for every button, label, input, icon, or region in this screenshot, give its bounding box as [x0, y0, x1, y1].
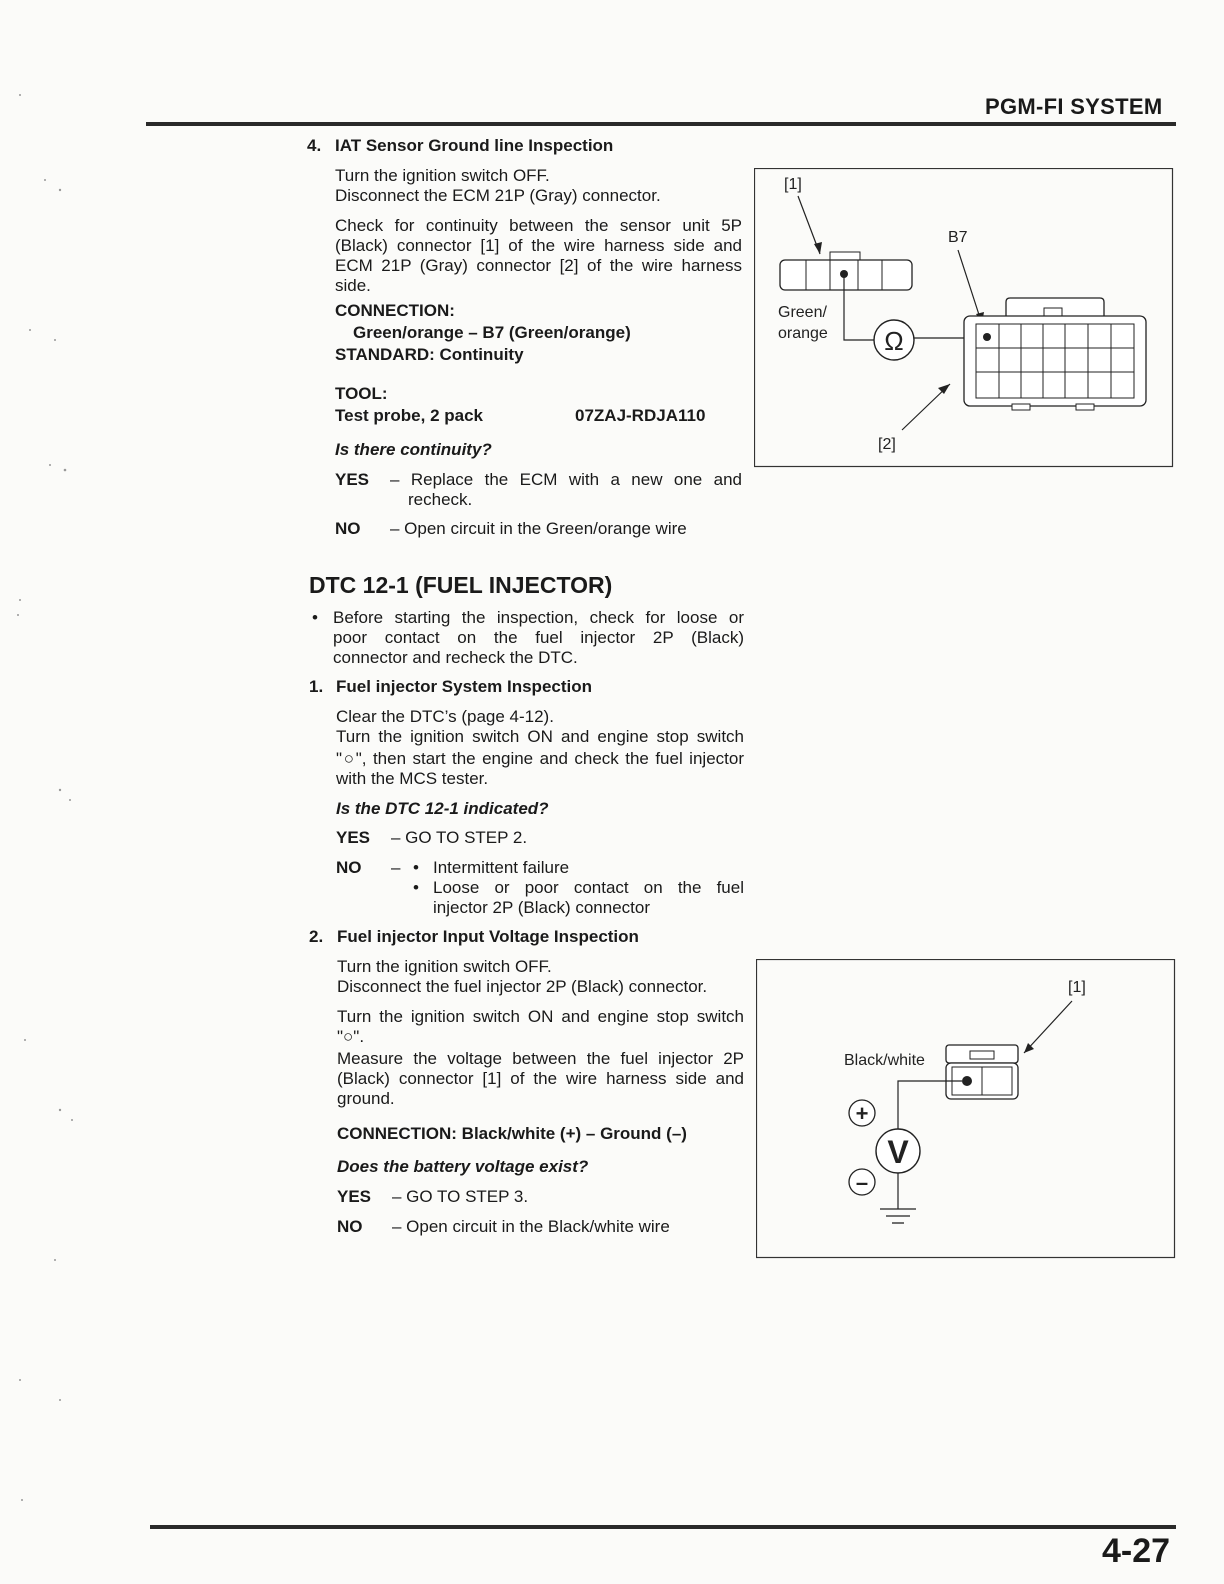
- ohm-symbol: Ω: [884, 326, 904, 356]
- continuity-diagram: [754, 168, 1174, 468]
- no-label: NO: [337, 1217, 363, 1236]
- ecm-21p-connector: [964, 298, 1146, 410]
- dtc-bullet-line: Before starting the inspection, check for loose or: [333, 608, 744, 627]
- diagram2-label-1: [1]: [1068, 979, 1086, 996]
- minus-symbol: –: [855, 1170, 869, 1195]
- yes-label: YES: [336, 828, 371, 847]
- yes-text: – GO TO STEP 3.: [392, 1187, 529, 1206]
- yes-text: – Replace the ECM with a new one and: [390, 470, 742, 489]
- step1-line: "○", then start the engine and check the fuel injector: [336, 749, 744, 768]
- step2-connection: CONNECTION: Black/white (+) – Ground (–): [337, 1124, 687, 1143]
- step1-line: with the MCS tester.: [336, 769, 489, 788]
- dtc-bullet-line: poor contact on the fuel injector 2P (Black): [333, 628, 744, 647]
- sensor-5p-connector: [780, 252, 912, 290]
- step4-para-line: side.: [335, 276, 371, 295]
- no-text: – Open circuit in the Black/white wire: [392, 1217, 670, 1236]
- step2-line1: Turn the ignition switch OFF.: [337, 957, 552, 976]
- scan-specks: [0, 0, 110, 1584]
- section-title: PGM-FI SYSTEM: [985, 94, 1163, 119]
- no-label: NO: [336, 858, 362, 877]
- volt-symbol: V: [887, 1134, 909, 1170]
- step2-question: Does the battery voltage exist?: [337, 1157, 589, 1176]
- step1-title: Fuel injector System Inspection: [336, 677, 593, 696]
- step4-para-line: (Black) connector [1] of the wire harness side and: [335, 236, 742, 255]
- dtc-bullet: •: [312, 608, 318, 627]
- plus-symbol: +: [855, 1101, 869, 1126]
- step4-standard: STANDARD: Continuity: [335, 345, 524, 364]
- step1-number: 1.: [309, 677, 324, 696]
- page-number: 4-27: [1102, 1532, 1171, 1570]
- no-dash: –: [391, 858, 401, 877]
- tool-label: TOOL:: [335, 384, 388, 403]
- yes-label: YES: [335, 470, 370, 489]
- step1-question: Is the DTC 12-1 indicated?: [336, 799, 549, 818]
- no-item-cont: injector 2P (Black) connector: [433, 898, 651, 917]
- injector-2p-connector: [946, 1045, 1018, 1099]
- footer-rule: [150, 1525, 1176, 1529]
- step4-title: IAT Sensor Ground line Inspection: [335, 136, 614, 155]
- diagram1-wire-label: orange: [778, 325, 828, 342]
- tool-code: 07ZAJ-RDJA110: [575, 406, 706, 425]
- step1-line: Clear the DTC’s (page 4-12).: [336, 707, 554, 726]
- step2-line3: Turn the ignition switch ON and engine stop switch: [337, 1007, 744, 1026]
- step4-para-line: Check for continuity between the sensor unit 5P: [335, 216, 742, 235]
- dtc-bullet-line: connector and recheck the DTC.: [333, 648, 578, 667]
- no-text: – Open circuit in the Green/orange wire: [390, 519, 687, 538]
- yes-text-cont: recheck.: [408, 490, 473, 509]
- dtc-heading: DTC 12-1 (FUEL INJECTOR): [309, 572, 613, 598]
- diagram1-label-b7: B7: [948, 229, 968, 246]
- step4-connection-label: CONNECTION:: [335, 301, 455, 320]
- no-item: Intermittent failure: [433, 858, 570, 877]
- diagram1-label-1: [1]: [784, 176, 802, 193]
- step2-line2: Disconnect the fuel injector 2P (Black) connector.: [337, 977, 708, 996]
- step4-connection-value: Green/orange – B7 (Green/orange): [353, 323, 631, 342]
- step1-line: Turn the ignition switch ON and engine stop switch: [336, 727, 744, 746]
- ground-icon: [880, 1209, 916, 1223]
- step4-number: 4.: [307, 136, 322, 155]
- diagram1-wire-label: Green/: [778, 304, 827, 321]
- step4-line2: Disconnect the ECM 21P (Gray) connector.: [335, 186, 661, 205]
- step2-number: 2.: [309, 927, 324, 946]
- no-item: Loose or poor contact on the fuel: [433, 878, 744, 897]
- step2-title: Fuel injector Input Voltage Inspection: [337, 927, 639, 946]
- step2-measure-line: Measure the voltage between the fuel injector 2P: [337, 1049, 744, 1068]
- yes-text: – GO TO STEP 2.: [391, 828, 528, 847]
- voltage-diagram: [756, 959, 1176, 1259]
- yes-label: YES: [337, 1187, 372, 1206]
- step4-para-line: ECM 21P (Gray) connector [2] of the wire harness: [335, 256, 742, 275]
- no-bullet: •: [413, 878, 419, 897]
- header-rule: [146, 122, 1176, 126]
- no-bullet: •: [413, 858, 419, 877]
- step2-line4: "○".: [337, 1027, 365, 1046]
- no-label: NO: [335, 519, 361, 538]
- step2-measure-line: ground.: [337, 1089, 395, 1108]
- step4-question: Is there continuity?: [335, 440, 492, 459]
- diagram2-wire-label: Black/white: [844, 1052, 925, 1069]
- step2-measure-line: (Black) connector [1] of the wire harness side and: [337, 1069, 744, 1088]
- tool-name: Test probe, 2 pack: [335, 406, 484, 425]
- step4-line1: Turn the ignition switch OFF.: [335, 166, 550, 185]
- diagram1-label-2: [2]: [878, 436, 896, 453]
